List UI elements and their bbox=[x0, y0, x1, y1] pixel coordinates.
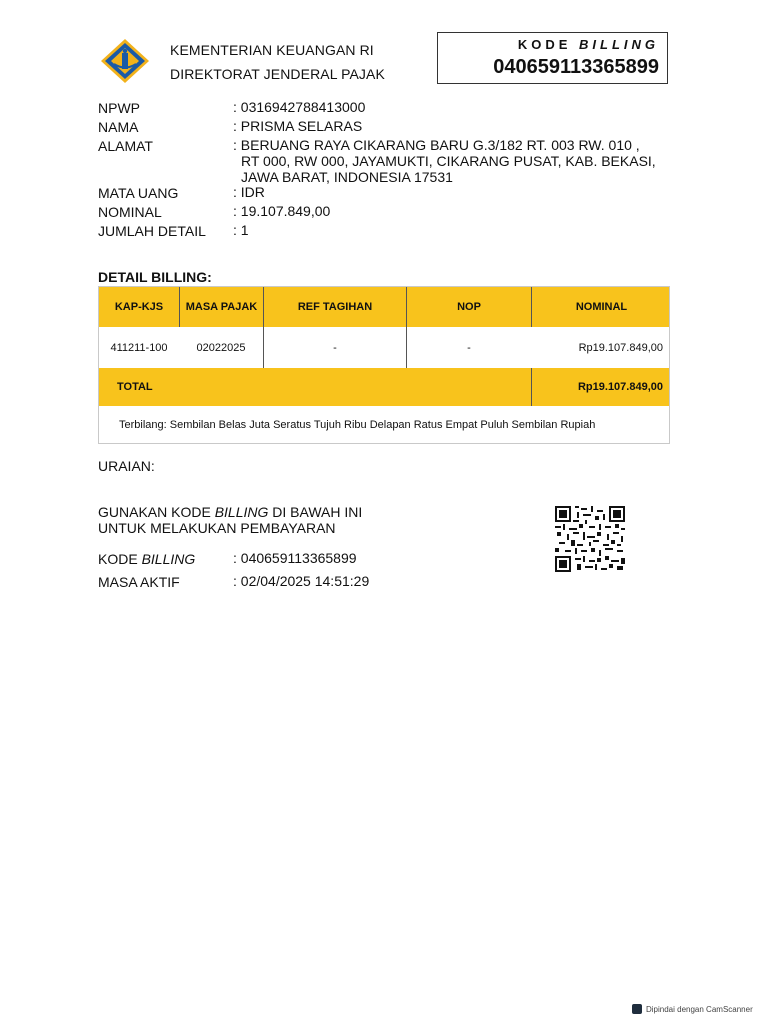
cell-nominal: Rp19.107.849,00 bbox=[578, 341, 663, 354]
camscanner-footer bbox=[632, 1004, 753, 1014]
billing-code-box bbox=[437, 32, 668, 84]
detail-billing-table bbox=[98, 286, 670, 444]
alamat-line1: : BERUANG RAYA CIKARANG BARU G.3/182 RT. 003 RW. 010 , bbox=[233, 137, 640, 153]
header-nominal: NOMINAL bbox=[531, 287, 671, 327]
cell-masa-pajak: 02022025 bbox=[196, 341, 246, 354]
cell-kap-kjs: 411211-100 bbox=[110, 341, 168, 354]
cell-nop: - bbox=[406, 327, 531, 368]
kode-billing-label: KODE BILLING bbox=[98, 551, 196, 567]
alamat-line2: RT 000, RW 000, JAYAMUKTI, CIKARANG PUSAT, KAB. BEKASI, bbox=[241, 153, 656, 169]
payment-instruction-line1: GUNAKAN KODE BILLING DI BAWAH INI bbox=[98, 504, 363, 520]
uraian-label: URAIAN: bbox=[98, 458, 155, 474]
terbilang-row bbox=[99, 406, 669, 443]
header-nop: NOP bbox=[406, 287, 531, 327]
camscanner-icon bbox=[632, 1004, 642, 1014]
mata-uang-value: : IDR bbox=[233, 184, 265, 200]
total-value: Rp19.107.849,00 bbox=[531, 368, 671, 406]
npwp-value: : 0316942788413000 bbox=[233, 99, 366, 115]
camscanner-text: Dipindai dengan CamScanner bbox=[646, 1004, 753, 1014]
npwp-label: NPWP bbox=[98, 100, 140, 116]
kode-billing-value: : 040659113365899 bbox=[233, 550, 357, 566]
directorate-name: DIREKTORAT JENDERAL PAJAK bbox=[170, 66, 385, 82]
header-kap-kjs: KAP-KJS bbox=[114, 301, 164, 313]
nama-label: NAMA bbox=[98, 119, 139, 135]
mata-uang-label: MATA UANG bbox=[98, 185, 179, 201]
detail-billing-title: DETAIL BILLING: bbox=[98, 269, 212, 285]
nominal-label: NOMINAL bbox=[98, 204, 162, 220]
billing-code-value: 040659113365899 bbox=[493, 56, 659, 78]
masa-aktif-label: MASA AKTIF bbox=[98, 574, 180, 590]
total-label: TOTAL bbox=[117, 381, 153, 393]
header-masa-pajak: MASA PAJAK bbox=[179, 287, 263, 327]
alamat-label: ALAMAT bbox=[98, 138, 153, 154]
header-ref-tagihan: REF TAGIHAN bbox=[263, 287, 406, 327]
table-header-row bbox=[99, 287, 669, 327]
nama-value: : PRISMA SELARAS bbox=[233, 118, 363, 134]
jumlah-detail-value: : 1 bbox=[233, 222, 249, 238]
jumlah-detail-label: JUMLAH DETAIL bbox=[98, 223, 206, 239]
ministry-name: KEMENTERIAN KEUANGAN RI bbox=[170, 42, 374, 58]
billing-code-label: KODE BILLING bbox=[517, 37, 659, 52]
table-row bbox=[99, 327, 669, 368]
nominal-value: : 19.107.849,00 bbox=[233, 203, 331, 219]
kemenkeu-logo-icon bbox=[100, 38, 150, 84]
cell-ref-tagihan: - bbox=[263, 327, 406, 368]
total-row bbox=[99, 368, 669, 406]
terbilang-text: Terbilang: Sembilan Belas Juta Seratus Tujuh Ribu Delapan Ratus Empat Puluh Sembilan Rupiah bbox=[119, 418, 596, 431]
qr-code-icon bbox=[555, 506, 625, 572]
masa-aktif-value: : 02/04/2025 14:51:29 bbox=[233, 573, 370, 589]
alamat-line3: JAWA BARAT, INDONESIA 17531 bbox=[241, 169, 453, 185]
payment-instruction-line2: UNTUK MELAKUKAN PEMBAYARAN bbox=[98, 520, 336, 536]
